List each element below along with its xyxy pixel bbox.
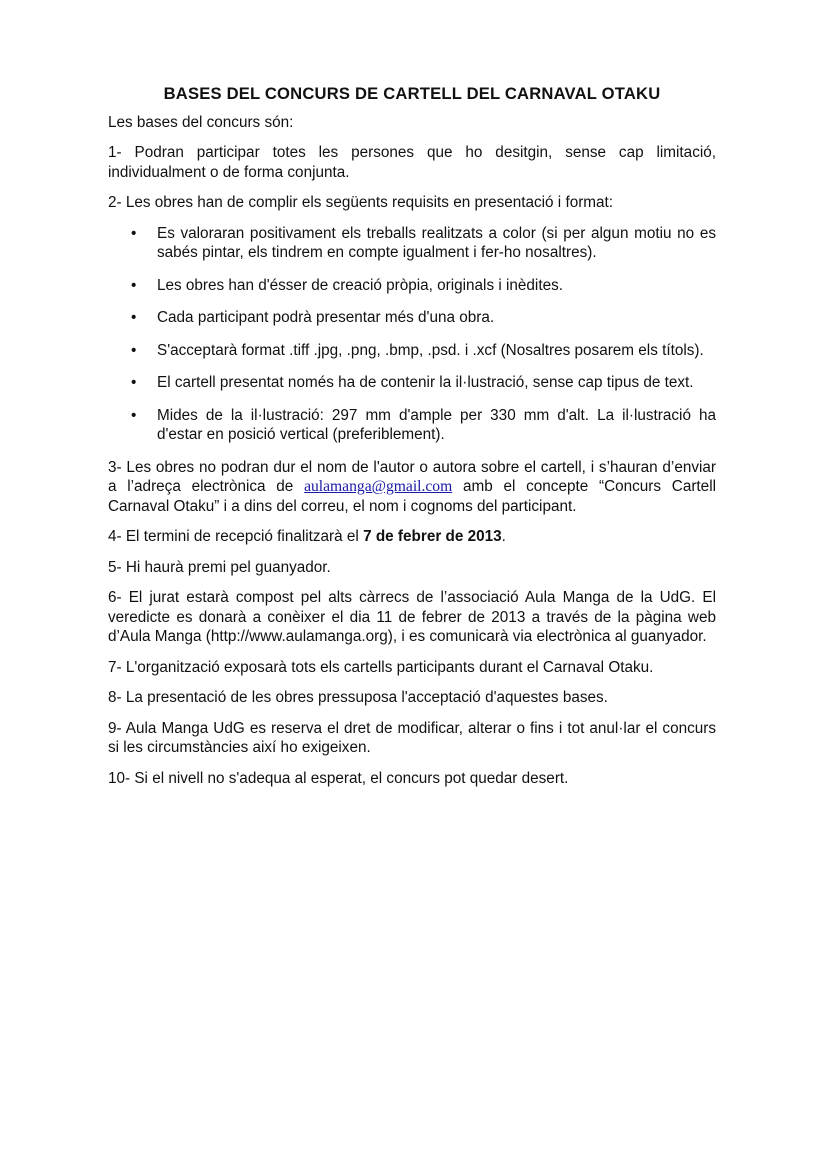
bullet-icon: • xyxy=(131,309,137,326)
list-item-text: Cada participant podrà presentar més d'una obra. xyxy=(157,309,495,326)
list-item-text: El cartell presentat només ha de contenir la il·lustració, sense cap tipus de text. xyxy=(157,374,694,391)
rule-7-paragraph: 7- L'organització exposarà tots els cartells participants durant el Carnaval Otaku. xyxy=(108,658,654,676)
rule-9-paragraph: 9- Aula Manga UdG es reserva el dret de modificar, alterar o fins i tot anul·lar el concurs si les circumstàncies així ho exigeixen. xyxy=(108,719,716,756)
document-page xyxy=(108,84,716,799)
rule-3-paragraph xyxy=(108,458,716,517)
rule-5-paragraph: 5- Hi haurà premi pel guanyador. xyxy=(108,558,331,576)
bullet-icon: • xyxy=(131,224,137,242)
bullet-icon: • xyxy=(131,341,137,359)
bullet-icon: • xyxy=(131,374,137,391)
list-item-text: Les obres han d'ésser de creació pròpia, originals i inèdites. xyxy=(157,276,563,294)
list-item xyxy=(108,224,716,263)
rule-8-paragraph: 8- La presentació de les obres pressuposa l'acceptació d'aquestes bases. xyxy=(108,689,608,706)
rule-2-paragraph: 2- Les obres han de complir els següents requisits en presentació i format: xyxy=(108,194,614,211)
list-item-text: Es valoraran positivament els treballs realitzats a color (si per algun motiu no es sabés pintar, els tindrem en compte igualment i fer-ho nosaltres). xyxy=(157,224,716,261)
list-item xyxy=(108,276,716,296)
rule-4-paragraph xyxy=(108,527,716,547)
list-item xyxy=(108,341,716,361)
bullet-icon: • xyxy=(131,276,137,294)
rule-3-text-after: amb el concepte “Concurs Cartell Carnaval Otaku” i a dins del correu, el nom i cognoms del participant. xyxy=(108,478,716,515)
list-item-text: Mides de la il·lustració: 297 mm d'ample per 330 mm d'alt. La il·lustració ha d'estar en posició vertical (preferiblement). xyxy=(157,406,716,443)
list-item xyxy=(108,406,716,445)
bullet-icon: • xyxy=(131,406,137,424)
list-item xyxy=(108,373,716,393)
email-link[interactable]: aulamanga@gmail.com xyxy=(304,478,453,495)
rule-4-text-before: 4- El termini de recepció finalitzarà el xyxy=(108,528,364,545)
rule-6-paragraph: 6- El jurat estarà compost pel alts càrrecs de l’associació Aula Manga de la UdG. El veredicte es donarà a conèixer el dia 11 de febrer de 2013 a través de la pàgina web d’Aula Manga (http://www.aulamanga.org), i es comunicarà via electrònica al guanyador. xyxy=(108,589,716,645)
intro-paragraph: Les bases del concurs són: xyxy=(108,113,294,131)
document-title: BASES DEL CONCURS DE CARTELL DEL CARNAVAL OTAKU xyxy=(163,84,661,103)
list-item-text: S'acceptarà format .tiff .jpg, .png, .bmp, .psd. i .xcf (Nosaltres posarem els títols). xyxy=(157,341,704,359)
rule-1-paragraph: 1- Podran participar totes les persones que ho desitgin, sense cap limitació, individualment o de forma conjunta. xyxy=(108,144,716,181)
requirements-list xyxy=(108,224,716,445)
list-item xyxy=(108,308,716,328)
rule-3-text-before: 3- Les obres no podran dur el nom de l'autor o autora sobre el cartell, i s’hauran d’enviar a l’adreça electrònica de xyxy=(108,458,716,495)
rule-4-text-after: . xyxy=(501,528,506,545)
deadline-date: 7 de febrer de 2013 xyxy=(363,528,502,545)
rule-10-paragraph: 10- Si el nivell no s'adequa al esperat, el concurs pot quedar desert. xyxy=(108,769,569,787)
